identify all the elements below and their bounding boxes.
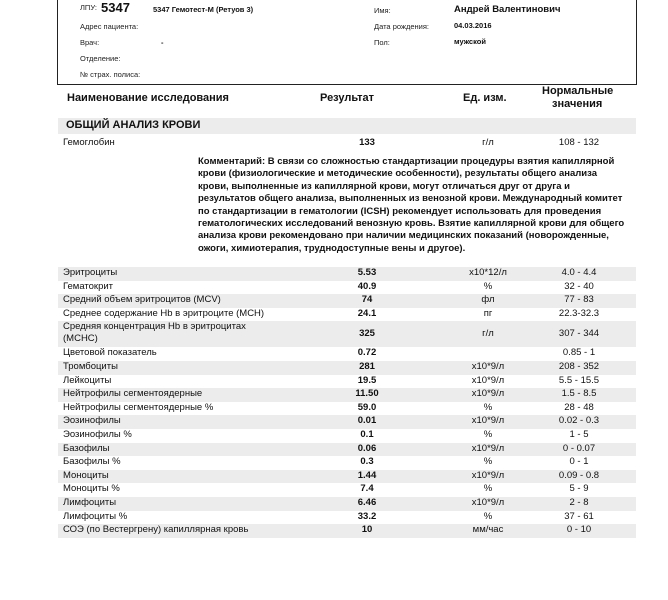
row-normal: 1.5 - 8.5 (561, 388, 597, 400)
row-unit: x10*9/л (471, 374, 505, 386)
row-result: 281 (359, 361, 375, 372)
row-normal: 0.02 - 0.3 (558, 415, 600, 427)
row-name: Цветовой показатель (63, 347, 157, 359)
row-normal: 2 - 8 (569, 497, 589, 508)
row-unit: г/л (482, 137, 494, 148)
row-normal: 0.09 - 0.8 (558, 469, 600, 481)
table-row (58, 388, 636, 402)
row-result: 7.4 (360, 483, 374, 495)
row-normal: 22.3-32.3 (558, 307, 600, 319)
row-result: 0.1 (360, 429, 374, 440)
col-name-header: Наименование исследования (67, 92, 229, 104)
row-result: 0.3 (360, 456, 374, 468)
name-label: Имя: (374, 6, 391, 15)
table-row (58, 308, 636, 322)
row-name: Среднее содержание Hb в эритроците (MCH) (63, 307, 265, 319)
table-row (58, 497, 636, 511)
row-normal: 307 - 344 (558, 328, 600, 340)
row-unit: % (483, 483, 493, 495)
table-header (58, 84, 636, 115)
col-result-header: Результат (320, 92, 375, 104)
row-normal: 77 - 83 (564, 294, 594, 306)
row-name: Лимфоциты % (63, 510, 128, 522)
row-unit: x10*9/л (471, 497, 505, 508)
row-name: Лейкоциты (63, 374, 112, 386)
row-result: 74 (361, 294, 373, 306)
table-row (58, 321, 636, 347)
row-normal: 5 - 9 (569, 483, 589, 495)
row-normal: 28 - 48 (564, 401, 594, 413)
section-header (58, 118, 636, 134)
row-name: Моноциты % (63, 483, 120, 495)
table-row (58, 483, 636, 497)
address-label: Адрес пациента: (80, 22, 139, 31)
row-name-cont: (MCHC) (63, 333, 98, 345)
table-row (58, 524, 636, 538)
patient-name: Андрей Валентинович (454, 4, 561, 15)
row-result: 24.1 (357, 307, 377, 319)
row-result: 40.9 (357, 280, 377, 292)
table-row (58, 415, 636, 429)
row-name: Эозинофилы (63, 415, 121, 427)
row-unit: % (483, 510, 493, 522)
row-normal: 37 - 61 (564, 510, 594, 522)
lpu-name: 5347 Гемотест-М (Ретуов 3) (153, 5, 254, 14)
lpu-label: ЛПУ: (80, 3, 97, 12)
row-unit: x10*12/л (469, 267, 507, 278)
table-row (58, 361, 636, 375)
table-row (58, 511, 636, 525)
row-name: Гемоглобин (63, 137, 115, 148)
row-normal: 0 - 0.07 (562, 442, 596, 454)
table-row (58, 429, 636, 443)
table-row (58, 470, 636, 484)
row-result: 0.72 (357, 347, 377, 359)
row-unit: % (483, 456, 493, 468)
dob-value: 04.03.2016 (454, 21, 492, 30)
row-name: Нейтрофилы сегментоядерные % (63, 401, 214, 413)
table-row (58, 267, 636, 281)
table-row-hemoglobin (58, 137, 636, 151)
doctor-value: - (161, 38, 164, 47)
row-result: 19.5 (357, 374, 377, 386)
row-unit: x10*9/л (471, 361, 505, 372)
table-row (58, 294, 636, 308)
row-normal: 4.0 - 4.4 (561, 267, 597, 278)
col-unit-header: Ед. изм. (463, 92, 507, 104)
row-normal: 0 - 1 (569, 456, 589, 468)
row-name: Средний объем эритроцитов (MCV) (63, 294, 221, 306)
row-unit: г/л (482, 328, 494, 340)
row-unit: мм/час (472, 524, 504, 536)
row-name: Лимфоциты (63, 497, 117, 508)
row-unit: x10*9/л (471, 469, 505, 481)
row-name: Моноциты (63, 469, 109, 481)
row-normal: 108 - 132 (558, 137, 600, 148)
row-result: 325 (359, 328, 375, 340)
sex-value: мужской (454, 37, 486, 46)
row-unit: % (483, 280, 493, 292)
table-row (58, 402, 636, 416)
row-unit: % (483, 429, 493, 440)
table-row (58, 375, 636, 389)
row-result: 133 (359, 137, 375, 148)
row-normal: 0.85 - 1 (562, 347, 596, 359)
section-title: ОБЩИЙ АНАЛИЗ КРОВИ (66, 119, 201, 131)
row-name: Эозинофилы % (63, 429, 132, 440)
col-normal-header-line2: значения (552, 98, 603, 110)
row-name: Средняя концентрация Hb в эритроцитах (63, 321, 246, 333)
lpu-number: 5347 (101, 0, 130, 15)
row-unit: x10*9/л (471, 388, 505, 400)
row-normal: 1 - 5 (569, 429, 589, 440)
row-name: СОЭ (по Вестергрену) капиллярная кровь (63, 524, 249, 536)
row-result: 1.44 (357, 469, 377, 481)
row-result: 10 (361, 524, 373, 536)
row-result: 33.2 (357, 510, 377, 522)
row-unit: x10*9/л (471, 442, 505, 454)
row-unit: x10*9/л (471, 415, 505, 427)
row-result: 59.0 (357, 401, 377, 413)
row-result: 0.01 (357, 415, 377, 427)
row-normal: 208 - 352 (558, 361, 600, 372)
table-row (58, 456, 636, 470)
row-unit: фл (481, 294, 495, 306)
row-name: Эритроциты (63, 267, 118, 278)
table-row (58, 347, 636, 361)
row-name: Базофилы (63, 442, 110, 454)
row-unit: % (483, 401, 493, 413)
row-unit: пг (483, 307, 493, 319)
row-result: 0.06 (357, 442, 377, 454)
row-name: Базофилы % (63, 456, 121, 468)
row-name: Тромбоциты (63, 361, 118, 372)
row-normal: 0 - 10 (566, 524, 592, 536)
department-label: Отделение: (80, 54, 121, 63)
sex-label: Пол: (374, 38, 390, 47)
row-normal: 32 - 40 (564, 280, 594, 292)
policy-label: № страх. полиса: (80, 70, 141, 79)
doctor-label: Врач: (80, 38, 100, 47)
row-result: 5.53 (357, 267, 377, 278)
table-row (58, 443, 636, 457)
col-normal-header-line1: Нормальные (542, 85, 614, 97)
row-name: Нейтрофилы сегментоядерные (63, 388, 203, 400)
row-result: 6.46 (357, 497, 377, 508)
row-name: Гематокрит (63, 280, 114, 292)
table-row (58, 281, 636, 295)
row-normal: 5.5 - 15.5 (558, 374, 600, 386)
row-result: 11.50 (355, 388, 379, 400)
lab-comment: Комментарий: В связи со сложностью стандартизации процедуры взятия капиллярной крови (физиологические и методические особенности), результаты общего анализа крови, выполненные из капиллярной крови, могут отличаться друг от друга и результатов общего анализа, выполненных из венозной крови. Международный комитет по стандартизации в гематологии (ICSH) рекомендует использовать для проведения гематологических исследований венозную кровь. Взятие капиллярной крови для общего анализа крови рекомендовано при наличии медицинских показаний (новорожденные, ожоги, химиотерапия, труднодоступные вены и другое). (198, 156, 625, 254)
dob-label: Дата рождения: (374, 22, 429, 31)
